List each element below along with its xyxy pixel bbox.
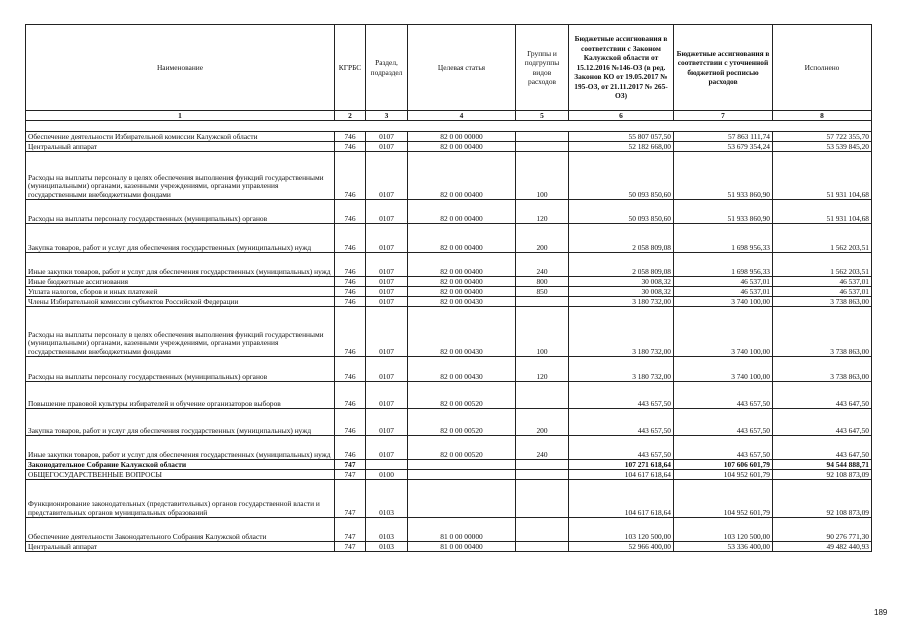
row-executed: 443 647,50	[773, 409, 872, 436]
row-executed: 92 108 873,09	[773, 470, 872, 480]
table-row	[26, 518, 872, 542]
row-article	[408, 480, 516, 518]
row-razdel: 0103	[366, 542, 408, 552]
row-kgrbs: 746	[335, 152, 366, 200]
row-razdel: 0107	[366, 132, 408, 142]
row-kgrbs: 746	[335, 436, 366, 460]
row-kgrbs: 747	[335, 470, 366, 480]
row-razdel: 0107	[366, 287, 408, 297]
row-razdel: 0107	[366, 253, 408, 277]
row-assigned: 443 657,50	[569, 382, 674, 409]
row-name: Повышение правовой культуры избирателей и обучение организаторов выборов	[26, 382, 335, 409]
table-row	[26, 409, 872, 436]
row-group: 100	[516, 152, 569, 200]
row-assigned: 443 657,50	[569, 436, 674, 460]
column-number: 5	[516, 111, 569, 121]
row-kgrbs: 746	[335, 382, 366, 409]
table-row	[26, 297, 872, 307]
row-kgrbs: 746	[335, 132, 366, 142]
row-article: 82 0 00 00520	[408, 409, 516, 436]
row-razdel: 0100	[366, 470, 408, 480]
row-group: 240	[516, 253, 569, 277]
row-executed: 3 738 863,00	[773, 297, 872, 307]
page-number: 189	[874, 608, 888, 617]
row-kgrbs: 746	[335, 409, 366, 436]
table-row	[26, 436, 872, 460]
budget-table	[25, 24, 872, 552]
header-kgrbs: КГРБС	[335, 25, 366, 111]
row-kgrbs: 746	[335, 277, 366, 287]
row-kgrbs: 746	[335, 142, 366, 152]
row-refined: 443 657,50	[674, 436, 773, 460]
row-article: 82 0 00 00400	[408, 253, 516, 277]
row-razdel: 0107	[366, 200, 408, 224]
row-assigned: 50 093 850,60	[569, 152, 674, 200]
row-assigned: 104 617 618,64	[569, 480, 674, 518]
row-assigned: 52 966 400,00	[569, 542, 674, 552]
row-executed: 3 738 863,00	[773, 357, 872, 382]
row-name: ОБЩЕГОСУДАРСТВЕННЫЕ ВОПРОСЫ	[26, 470, 335, 480]
row-assigned: 55 807 057,50	[569, 132, 674, 142]
row-article: 82 0 00 00520	[408, 382, 516, 409]
row-assigned: 3 180 732,00	[569, 307, 674, 357]
row-executed: 51 931 104,68	[773, 200, 872, 224]
row-group: 100	[516, 307, 569, 357]
table-body	[26, 132, 872, 552]
row-name: Центральный аппарат	[26, 542, 335, 552]
row-assigned: 52 182 668,00	[569, 142, 674, 152]
row-kgrbs: 747	[335, 460, 366, 470]
row-name: Закупка товаров, работ и услуг для обеспечения государственных (муниципальных) нужд	[26, 409, 335, 436]
row-name: Обеспечение деятельности Избирательной комиссии Калужской области	[26, 132, 335, 142]
row-group	[516, 297, 569, 307]
row-assigned: 3 180 732,00	[569, 357, 674, 382]
row-group: 120	[516, 357, 569, 382]
row-kgrbs: 747	[335, 480, 366, 518]
column-number: 3	[366, 111, 408, 121]
row-refined: 107 606 601,79	[674, 460, 773, 470]
table-row	[26, 152, 872, 200]
row-executed: 53 539 845,20	[773, 142, 872, 152]
row-name: Расходы на выплаты персоналу государственных (муниципальных) органов	[26, 357, 335, 382]
header-razdel: Раздел, подраздел	[366, 25, 408, 111]
row-assigned: 103 120 500,00	[569, 518, 674, 542]
row-name: Обеспечение деятельности Законодательного Собрания Калужской области	[26, 518, 335, 542]
row-article	[408, 460, 516, 470]
column-number: 2	[335, 111, 366, 121]
table-row	[26, 287, 872, 297]
row-refined: 46 537,01	[674, 287, 773, 297]
row-article: 82 0 00 00430	[408, 297, 516, 307]
row-razdel: 0107	[366, 357, 408, 382]
row-refined: 46 537,01	[674, 277, 773, 287]
row-article: 82 0 00 00400	[408, 142, 516, 152]
table-row	[26, 277, 872, 287]
row-kgrbs: 746	[335, 297, 366, 307]
row-group	[516, 518, 569, 542]
row-kgrbs: 746	[335, 357, 366, 382]
row-group	[516, 470, 569, 480]
row-assigned: 2 058 809,08	[569, 224, 674, 253]
row-group	[516, 142, 569, 152]
column-number: 4	[408, 111, 516, 121]
header-spacer	[26, 121, 872, 132]
table-row	[26, 200, 872, 224]
row-name: Иные бюджетные ассигнования	[26, 277, 335, 287]
column-number: 1	[26, 111, 335, 121]
row-group	[516, 132, 569, 142]
header-assigned: Бюджетные ассигнования в соответствии с Законом Калужской области от 15.12.2016 №146-ОЗ (в ред. Законов КО от 19.05.2017 № 195-ОЗ, от 21.11.2017 № 265-ОЗ)	[569, 25, 674, 111]
row-razdel: 0107	[366, 142, 408, 152]
row-refined: 57 863 111,74	[674, 132, 773, 142]
row-group	[516, 480, 569, 518]
header-group: Группы и подгруппы видов расходов	[516, 25, 569, 111]
row-name: Иные закупки товаров, работ и услуг для обеспечения государственных (муниципальных) нужд	[26, 253, 335, 277]
row-razdel: 0103	[366, 518, 408, 542]
row-razdel: 0107	[366, 436, 408, 460]
row-executed: 90 276 771,30	[773, 518, 872, 542]
header-refined: Бюджетные ассигнования в соответствии с уточненной бюджетной росписью расходов	[674, 25, 773, 111]
row-executed: 1 562 203,51	[773, 224, 872, 253]
header-article: Целевая статья	[408, 25, 516, 111]
row-article: 82 0 00 00400	[408, 277, 516, 287]
row-refined: 51 933 860,90	[674, 152, 773, 200]
row-group: 200	[516, 409, 569, 436]
row-name: Законодательное Собрание Калужской области	[26, 460, 335, 470]
row-assigned: 2 058 809,08	[569, 253, 674, 277]
row-refined: 3 740 100,00	[674, 307, 773, 357]
row-executed: 92 108 873,09	[773, 480, 872, 518]
row-executed: 1 562 203,51	[773, 253, 872, 277]
row-executed: 3 738 863,00	[773, 307, 872, 357]
row-assigned: 3 180 732,00	[569, 297, 674, 307]
table-row	[26, 460, 872, 470]
row-name: Иные закупки товаров, работ и услуг для обеспечения государственных (муниципальных) нужд	[26, 436, 335, 460]
row-group: 120	[516, 200, 569, 224]
row-article: 82 0 00 00400	[408, 200, 516, 224]
row-article: 82 0 00 00520	[408, 436, 516, 460]
row-name: Расходы на выплаты персоналу государственных (муниципальных) органов	[26, 200, 335, 224]
table-row	[26, 224, 872, 253]
row-kgrbs: 747	[335, 518, 366, 542]
row-article: 82 0 00 00400	[408, 152, 516, 200]
row-assigned: 443 657,50	[569, 409, 674, 436]
row-group	[516, 542, 569, 552]
row-group: 850	[516, 287, 569, 297]
row-executed: 57 722 355,70	[773, 132, 872, 142]
row-name: Уплата налогов, сборов и иных платежей	[26, 287, 335, 297]
row-group: 800	[516, 277, 569, 287]
row-group: 200	[516, 224, 569, 253]
row-article: 82 0 00 00430	[408, 357, 516, 382]
table-row	[26, 470, 872, 480]
row-razdel: 0103	[366, 480, 408, 518]
row-razdel: 0107	[366, 297, 408, 307]
row-article: 82 0 00 00400	[408, 224, 516, 253]
row-assigned: 50 093 850,60	[569, 200, 674, 224]
row-article: 81 0 00 00400	[408, 542, 516, 552]
table-row	[26, 542, 872, 552]
row-kgrbs: 746	[335, 200, 366, 224]
row-group: 240	[516, 436, 569, 460]
row-refined: 53 336 400,00	[674, 542, 773, 552]
column-number: 8	[773, 111, 872, 121]
row-razdel: 0107	[366, 409, 408, 436]
row-refined: 53 679 354,24	[674, 142, 773, 152]
row-refined: 443 657,50	[674, 409, 773, 436]
row-article	[408, 470, 516, 480]
row-razdel	[366, 460, 408, 470]
row-executed: 46 537,01	[773, 277, 872, 287]
table-row	[26, 480, 872, 518]
row-name: Члены Избирательной комиссии субъектов Российской Федерации	[26, 297, 335, 307]
row-article: 82 0 00 00400	[408, 287, 516, 297]
table-row	[26, 382, 872, 409]
row-kgrbs: 746	[335, 287, 366, 297]
table-row	[26, 307, 872, 357]
row-assigned: 107 271 618,64	[569, 460, 674, 470]
row-kgrbs: 746	[335, 253, 366, 277]
row-name: Функционирование законодательных (представительных) органов государственной власти и представительных органов муниципальных образований	[26, 480, 335, 518]
row-refined: 1 698 956,33	[674, 224, 773, 253]
row-assigned: 104 617 618,64	[569, 470, 674, 480]
row-razdel: 0107	[366, 224, 408, 253]
header-executed: Исполнено	[773, 25, 872, 111]
row-kgrbs: 747	[335, 542, 366, 552]
row-refined: 443 657,50	[674, 382, 773, 409]
row-name: Центральный аппарат	[26, 142, 335, 152]
row-group	[516, 382, 569, 409]
row-razdel: 0107	[366, 152, 408, 200]
row-assigned: 30 008,32	[569, 287, 674, 297]
row-refined: 3 740 100,00	[674, 357, 773, 382]
row-executed: 46 537,01	[773, 287, 872, 297]
row-razdel: 0107	[366, 307, 408, 357]
row-executed: 94 544 888,71	[773, 460, 872, 470]
row-article: 82 0 00 00000	[408, 132, 516, 142]
table-row	[26, 357, 872, 382]
row-name: Расходы на выплаты персоналу в целях обеспечения выполнения функций государственными (муниципальными) органами, казенными учреждениями, органами управления государственными внебюджетными фондами	[26, 152, 335, 200]
row-refined: 104 952 601,79	[674, 480, 773, 518]
row-article: 81 0 00 00000	[408, 518, 516, 542]
header-name: Наименование	[26, 25, 335, 111]
row-executed: 443 647,50	[773, 382, 872, 409]
row-refined: 3 740 100,00	[674, 297, 773, 307]
row-name: Расходы на выплаты персоналу в целях обеспечения выполнения функций государственными (муниципальными) органами, казенными учреждениями, органами управления государственными внебюджетными фондами	[26, 307, 335, 357]
row-refined: 1 698 956,33	[674, 253, 773, 277]
row-kgrbs: 746	[335, 224, 366, 253]
row-executed: 49 482 440,93	[773, 542, 872, 552]
table-row	[26, 132, 872, 142]
row-executed: 443 647,50	[773, 436, 872, 460]
row-assigned: 30 008,32	[569, 277, 674, 287]
row-kgrbs: 746	[335, 307, 366, 357]
row-executed: 51 931 104,68	[773, 152, 872, 200]
row-name: Закупка товаров, работ и услуг для обеспечения государственных (муниципальных) нужд	[26, 224, 335, 253]
row-razdel: 0107	[366, 277, 408, 287]
row-article: 82 0 00 00430	[408, 307, 516, 357]
table-row	[26, 142, 872, 152]
row-group	[516, 460, 569, 470]
row-refined: 103 120 500,00	[674, 518, 773, 542]
column-number: 6	[569, 111, 674, 121]
row-razdel: 0107	[366, 382, 408, 409]
row-refined: 104 952 601,79	[674, 470, 773, 480]
table-row	[26, 253, 872, 277]
column-number: 7	[674, 111, 773, 121]
row-refined: 51 933 860,90	[674, 200, 773, 224]
